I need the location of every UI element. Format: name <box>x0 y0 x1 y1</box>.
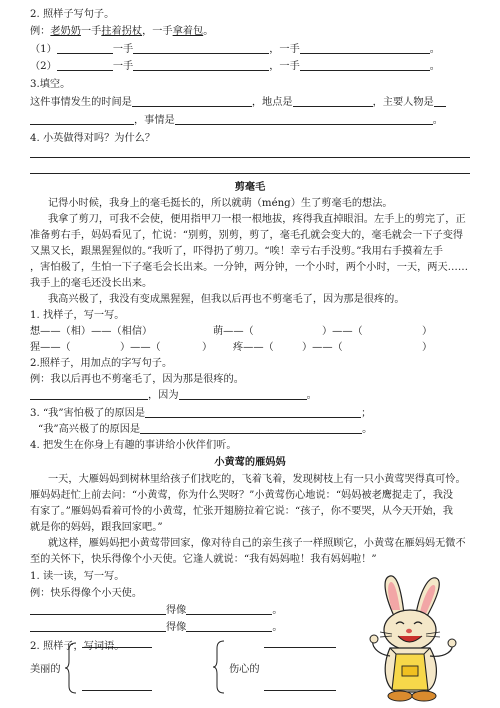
answer-blank[interactable] <box>175 114 433 125</box>
q3-line-2: ，事情是 。 <box>30 114 443 127</box>
answer-blank[interactable] <box>186 604 272 615</box>
q3-heading: 3.填空。 <box>30 79 71 90</box>
question-4: 4. 把发生在你身上有趣的事讲给小伙伴们听。 <box>30 440 237 451</box>
question-3a: 3. “我”害怕极了的原因是 ； <box>30 408 372 419</box>
q4-heading: 4. 小英做得对吗？为什么？ <box>30 133 156 144</box>
exercise-heading: 2. 照样子，写词语。 <box>30 641 125 652</box>
left-brace-icon <box>212 640 226 694</box>
exercise-heading: 1. 找样子，写一写。 <box>30 310 125 321</box>
exercise-heading: 1. 读一读，写一写。 <box>30 571 125 582</box>
simile-answer: 得像 。 <box>30 604 283 617</box>
sentence-answer: ，因为 。 <box>30 389 317 402</box>
story-paragraph: 记得小时候，我身上的毫毛挺长的，所以就萌（méng）生了剪毫毛的想法。 <box>48 198 393 209</box>
story-line: 有家了。”雁妈妈看着可怜的小黄莺，忙张开翅膀拉着它说：“孩子，你不要哭，从今天开始，我 <box>30 506 453 517</box>
word-row-1: 想——（相）——（相信） 萌——（ ）——（ ） <box>30 326 433 337</box>
story-paragraph: 我高兴极了，我没有变成黑猩猩，但我以后再也不剪毫毛了，因为那是很疼的。 <box>48 294 405 305</box>
answer-blank[interactable] <box>133 60 269 71</box>
answer-blank[interactable] <box>82 647 152 648</box>
answer-blank[interactable] <box>30 604 166 615</box>
answer-blank[interactable] <box>293 96 373 107</box>
answer-line[interactable] <box>30 157 470 158</box>
word-meili: 美丽的 <box>30 664 61 675</box>
answer-line[interactable] <box>30 173 470 174</box>
q2-example: 例：老奶奶一手拄着拐杖，一手拿着包。 <box>30 26 214 37</box>
exercise-heading: 2.照样子，用加点的字写句子。 <box>30 358 173 369</box>
answer-blank[interactable] <box>140 423 362 434</box>
story-line: 我手上的毫毛还没长出来。 <box>30 278 153 289</box>
story-title: 剪毫毛 <box>234 181 266 193</box>
simile-answer: 得像 。 <box>30 621 283 634</box>
answer-blank[interactable] <box>57 43 113 54</box>
answer-blank[interactable] <box>300 43 430 54</box>
answer-blank[interactable] <box>145 407 361 418</box>
word-shangxin: 伤心的 <box>229 664 260 675</box>
answer-blank[interactable] <box>264 690 336 691</box>
word-row-2: 猩——（ ）——（ ） 疼——（ ）——（ ） <box>30 342 433 353</box>
story-line: ，害怕极了，生怕一下子毫毛会长出来。一分钟，两分钟，一个小时，两个小时，一天，两天…… <box>30 262 469 273</box>
example-sentence: 例：快乐得像个小天使。 <box>30 588 143 599</box>
answer-blank[interactable] <box>30 114 134 125</box>
story-title: 小黄莺的雁妈妈 <box>214 456 286 468</box>
q2-row-2: （2） 一手 ，一手 。 <box>30 61 440 72</box>
answer-blank[interactable] <box>30 389 148 400</box>
story-line: 又黑又长，跟黑猩猩似的。”我听了，吓得扔了剪刀。“唉！幸亏右手没剪。”我用右手摸着左手 <box>30 246 443 257</box>
story-line: 就是你的妈妈，跟我回家吧。” <box>30 522 163 533</box>
question-3b: “我”高兴极了的原因是 。 <box>38 424 373 435</box>
answer-blank[interactable] <box>132 96 252 107</box>
example-sentence: 例：我以后再也不剪毫毛了，因为那是很疼的。 <box>30 374 244 385</box>
story-line: 至的关怀下，快乐得像个小天使。它逢人就说：“我有妈妈啦！我有妈妈啦！” <box>30 554 377 565</box>
q2-heading: 2. 照样子写句子。 <box>30 9 115 20</box>
answer-blank[interactable] <box>264 647 336 648</box>
answer-blank[interactable] <box>300 60 430 71</box>
cartoon-rabbit-icon <box>356 574 474 704</box>
story-paragraph: 一天，大雁妈妈到树林里给孩子们找吃的，飞着飞着，发现树枝上有一只小黄莺哭得真可怜。 <box>48 474 466 485</box>
left-brace-icon <box>64 642 78 694</box>
answer-blank[interactable] <box>186 621 272 632</box>
story-line: 准备剪右手，妈妈看见了，忙说：“别剪，别剪，剪了，毫毛孔就会变大的，毫毛就会一下子变得 <box>30 230 464 241</box>
answer-blank[interactable] <box>82 690 152 691</box>
story-paragraph: 我拿了剪刀，可我不会使，便用指甲刀一根一根地拔，疼得我直掉眼泪。左手上的剪完了，正 <box>48 214 466 225</box>
answer-blank[interactable] <box>30 621 166 632</box>
answer-blank[interactable] <box>57 60 113 71</box>
answer-blank[interactable] <box>434 96 446 107</box>
q2-row-1: （1） 一手 ，一手 。 <box>30 44 440 55</box>
story-paragraph: 就这样，雁妈妈把小黄莺带回家，像对待自己的亲生孩子一样照顾它，小黄莺在雁妈妈无微不 <box>48 538 466 549</box>
story-line: 雁妈妈赶忙上前去问：“小黄莺，你为什么哭呀？”小黄莺伤心地说：“妈妈被老鹰捉走了，我没 <box>30 490 454 501</box>
q3-line-1: 这件事情发生的时间是 ，地点是 ，主要人物是 <box>30 96 446 109</box>
answer-blank[interactable] <box>133 43 269 54</box>
answer-blank[interactable] <box>179 389 307 400</box>
